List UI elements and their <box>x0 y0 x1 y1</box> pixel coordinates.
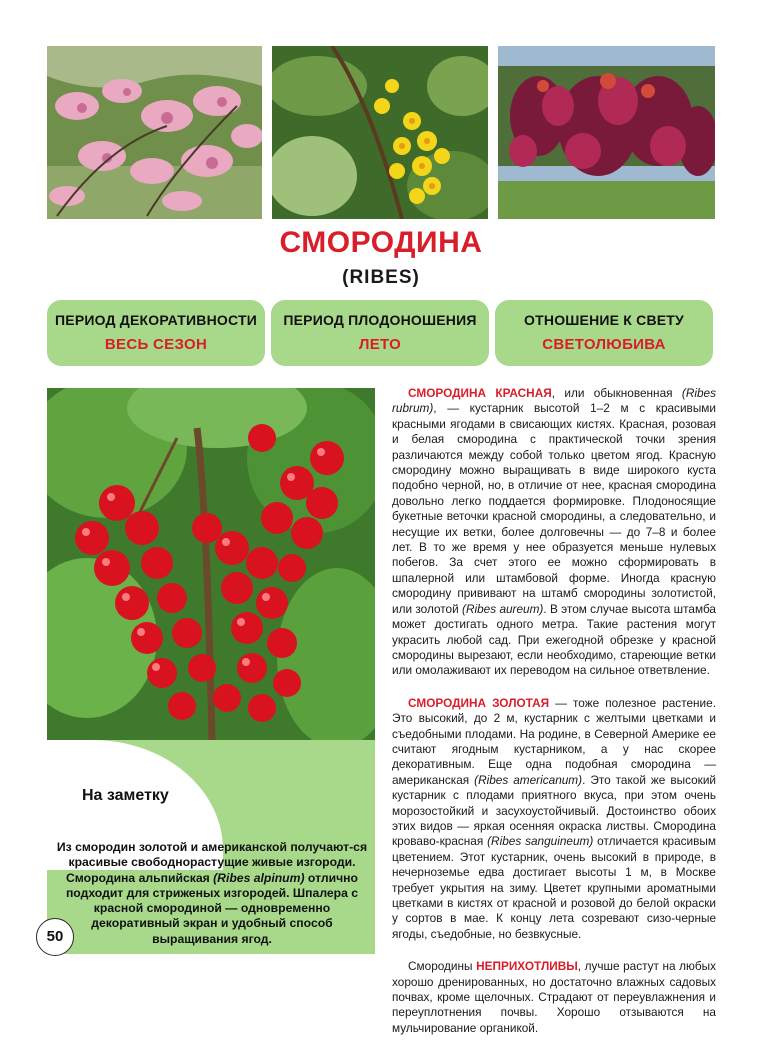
text-run: — тоже полезное растение. Это высокий, до 2 м, кустарник с желтыми цветками и съедобными плодами. На родине, в Северной Америке ее считают ягодным кустарником, а у нас скорее декоративным. Еще одна подобная смородина — американская <box>392 695 716 787</box>
photo-pink-flowering-currant <box>47 46 262 219</box>
info-box-light-requirement <box>495 300 713 366</box>
info-value: ВЕСЬ СЕЗОН <box>104 336 208 353</box>
info-label: ОТНОШЕНИЕ К СВЕТУ <box>524 312 684 328</box>
text-run: Смородины <box>408 959 477 974</box>
page-number: 50 <box>36 918 74 956</box>
info-box-decorative-period <box>47 300 265 366</box>
latin-name: (Ribes rubrum) <box>392 386 717 416</box>
text-run: , или обыкновенная <box>551 386 673 400</box>
note-latin-name: (Ribes alpinum) <box>213 870 305 885</box>
paragraph-red-currant <box>392 386 716 679</box>
text-run: . Это такой же высокий кустарник с плодами приятного вкуса, при этом очень морозостойкий и засухоустойчивый. Достоинство обоих этих видов — яркая осенняя окраска листвы. Смородина кроваво-красная <box>392 772 717 849</box>
info-value: СВЕТОЛЮБИВА <box>542 336 666 353</box>
highlight-unpretentious: НЕПРИХОТЛИВЫ <box>476 959 578 974</box>
note-title: На заметку <box>82 787 169 804</box>
note-text <box>53 840 371 947</box>
article-text <box>392 386 716 1053</box>
text-run: , лучше растут на любых хорошо дренированных, но достаточно влажных садовых почвах, кроме щелочных. Страдают от переувлажнения и переуплотнения почвы. Хорошо отзываются на мульчирование органикой. <box>392 959 716 1035</box>
highlight-red-currant: СМОРОДИНА КРАСНАЯ <box>408 386 552 400</box>
photo-red-currant-berries <box>47 388 375 740</box>
page-subtitle: (RIBES) <box>342 267 420 288</box>
page-title: СМОРОДИНА <box>279 226 483 259</box>
highlight-golden-currant: СМОРОДИНА ЗОЛОТАЯ <box>408 695 550 710</box>
paragraph-golden-currant <box>392 696 716 943</box>
latin-name: (Ribes sanguineum) <box>487 834 594 849</box>
info-value: ЛЕТО <box>358 336 402 353</box>
photo-autumn-currant-bush <box>498 46 715 219</box>
latin-name: (Ribes aureum) <box>462 601 544 616</box>
text-run: . В этом случае высота штамба может достигать одного метра. Такие растения могут украсить любой сад. При ежегодной обрезке у красной смородины вырезают, если необходимо, стареющие ветки или омолаживают их переводом на сильное ответвление. <box>392 601 716 678</box>
info-label: ПЕРИОД ПЛОДОНОШЕНИЯ <box>283 312 477 328</box>
info-box-fruiting-period <box>271 300 489 366</box>
text-run: отличается красивым цветением. Этот кустарник, очень высокий в природе, в нечерноземье едва достигает высоты 1 м, в Москве требует укрытия на зиму. Цветет крупными ароматными цветками в кистях от красной и розовой до белой окраски у сортов в мае. К концу лета созревают сизо-черные ягоды, съедобные, но безвкусные. <box>392 834 716 941</box>
info-label: ПЕРИОД ДЕКОРАТИВНОСТИ <box>55 312 257 328</box>
note-text-part: Из смородин золотой и американской получают-ся красивые свободнорастущие живые изгороди. Смородина альпийская <box>56 840 368 885</box>
text-run: , — кустарник высотой 1–2 м с красивыми красными ягодами в свисающих кистях. Красная, розовая и белая смородина с практической точки зрения различаются между собой только цветом ягод. Красную смородину можно выращивать в виде широкого куста подобно черной, но, в отличие от нее, красная смородина довольно легко поддается формировке. Плодоносящие букетные веточки красной смородины, а следовательно, и несущие их ветки, более долговечны — до 7–8 и более лет. В то же время у нее образуется меньше нулевых побегов. За счет этого ее можно сформировать в шпалерной или штамбовой форме. Иногда красную смородину прививают на штамб смородины золотистой, или золотой <box>392 401 716 616</box>
photo-golden-currant-flowers <box>272 46 488 219</box>
paragraph-unpretentious <box>392 959 716 1036</box>
latin-name: (Ribes americanum) <box>474 772 583 787</box>
note-text-part: отлично подходит для стриженых изгородей. Шпалера с красной смородиной — одновременно декоративный экран и удобный способ выращивания ягод. <box>65 870 359 946</box>
